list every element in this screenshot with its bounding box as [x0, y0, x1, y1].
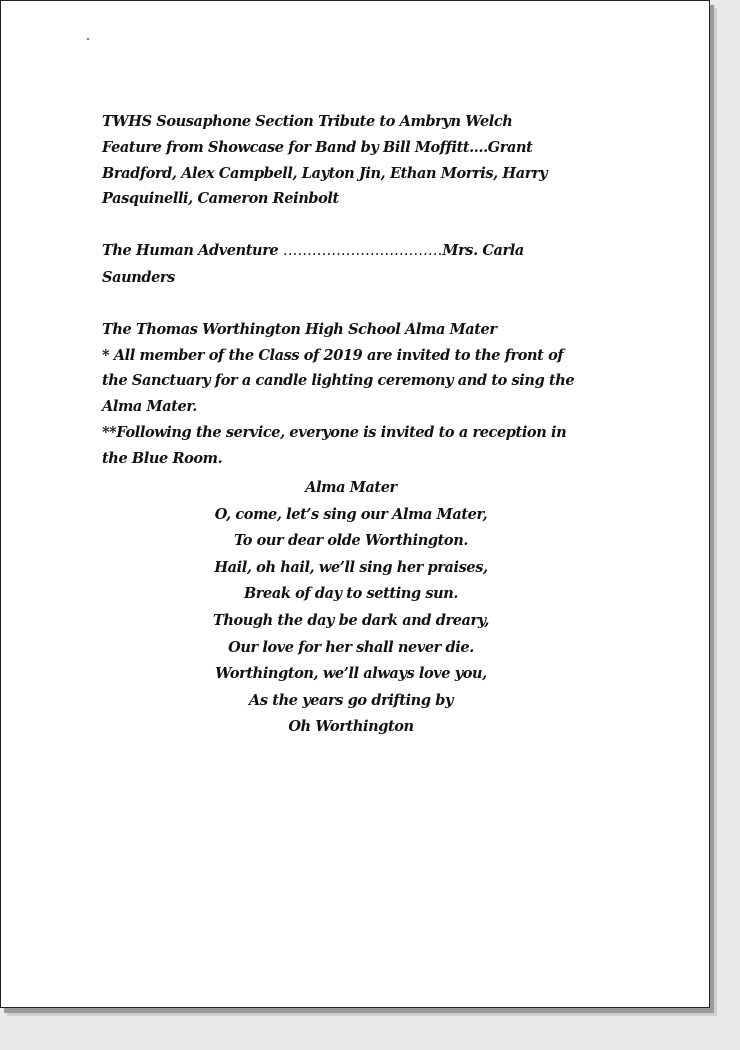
lyric-line: Though the day be dark and dreary, — [212, 611, 490, 629]
class-note: * All member of the Class of 2019 are invited to the front of the Sanctuary for a candle lighting ceremony and to sing the Alma Mater. — [102, 346, 575, 416]
lyric-line: Oh Worthington — [288, 718, 414, 736]
human-adventure-performer: Mrs. Carla Saunders — [102, 242, 524, 286]
human-adventure-line — [102, 238, 592, 291]
spacer — [102, 212, 592, 238]
lyric-line: Hail, oh hail, we’ll sing her praises, — [214, 558, 488, 576]
alma-mater-program-title: The Thomas Worthington High School Alma Mater — [102, 320, 497, 338]
lyric-line: O, come, let’s sing our Alma Mater, — [214, 505, 488, 523]
lyric-line: Worthington, we’ll always love you, — [215, 665, 487, 683]
scan-speck — [87, 38, 89, 40]
program-text — [102, 109, 592, 472]
leader-dots: …………………………… — [282, 243, 443, 260]
lyric-line: To our dear olde Worthington. — [234, 532, 468, 550]
tribute-body: Feature from Showcase for Band by Bill Moffitt....Grant Bradford, Alex Campbell, Layton Jin, Ethan Morris, Harry Pasquinelli, Cameron Reinbolt — [102, 138, 548, 208]
lyric-line: Break of day to setting sun. — [243, 585, 459, 603]
reception-note: **Following the service, everyone is invited to a reception in the Blue Room. — [102, 423, 567, 467]
alma-mater-heading: Alma Mater — [305, 479, 397, 496]
alma-mater-lyrics — [181, 475, 521, 741]
spacer — [102, 291, 592, 317]
lyric-line: As the years go drifting by — [249, 691, 453, 709]
human-adventure-title: The Human Adventure — [102, 242, 283, 260]
tribute-title: TWHS Sousaphone Section Tribute to Ambryn Welch — [102, 113, 513, 130]
lyric-line: Our love for her shall never die. — [228, 638, 474, 656]
